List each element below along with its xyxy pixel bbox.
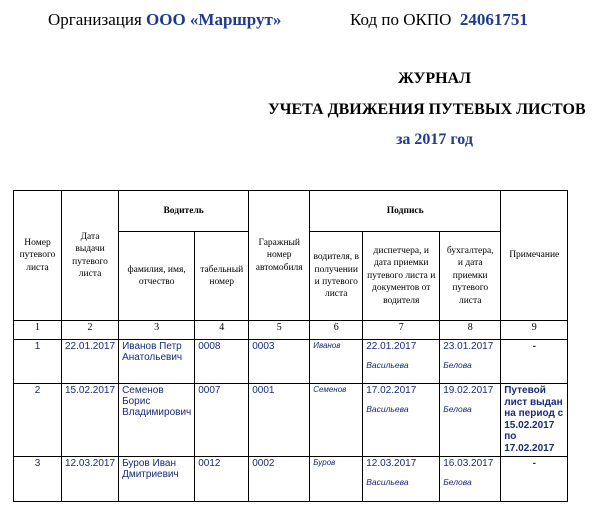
driver-name: Семенов Борис Владимирович bbox=[119, 384, 195, 457]
organization-line bbox=[48, 10, 281, 30]
dispatcher-cell bbox=[363, 340, 440, 384]
journal-year: за 2017 год bbox=[396, 131, 473, 148]
col-header-dispatcher-signature: диспетчера, и дата приемки путевого листа и документов от водителя bbox=[363, 232, 440, 321]
dispatcher-date: 17.02.2017 bbox=[366, 385, 417, 396]
dispatcher-signature: Васильева bbox=[366, 477, 409, 487]
accountant-cell bbox=[440, 340, 501, 384]
col-header-garage-number: Гаражный номер автомобиля bbox=[249, 191, 310, 321]
waybill-journal-table bbox=[13, 190, 568, 502]
col-header-personnel-number: табельный номер bbox=[195, 232, 249, 321]
accountant-signature: Белова bbox=[443, 477, 472, 487]
waybill-number: 1 bbox=[14, 340, 62, 384]
okpo-line bbox=[350, 10, 528, 30]
journal-subtitle: УЧЕТА ДВИЖЕНИЯ ПУТЕВЫХ ЛИСТОВ bbox=[268, 101, 586, 118]
garage-number: 0003 bbox=[249, 340, 310, 384]
note: Путевой лист выдан на период с 15.02.2017 по 17.02.2017 bbox=[501, 384, 568, 457]
accountant-signature: Белова bbox=[443, 404, 472, 414]
note: - bbox=[501, 340, 568, 384]
accountant-signature: Белова bbox=[443, 360, 472, 370]
driver-signature: Семенов bbox=[313, 385, 347, 394]
personnel-number: 0008 bbox=[195, 340, 249, 384]
column-number: 2 bbox=[62, 321, 119, 340]
dispatcher-cell bbox=[363, 457, 440, 502]
driver-signature-cell bbox=[310, 340, 363, 384]
col-header-issue-date: Дата выдачи путевого листа bbox=[62, 191, 119, 321]
table-row bbox=[14, 457, 568, 502]
driver-signature-cell bbox=[310, 384, 363, 457]
waybill-number: 2 bbox=[14, 384, 62, 457]
okpo-code: 24061751 bbox=[459, 10, 528, 29]
dispatcher-cell bbox=[363, 384, 440, 457]
column-number: 7 bbox=[363, 321, 440, 340]
garage-number: 0002 bbox=[249, 457, 310, 502]
col-header-driver: Водитель bbox=[119, 191, 249, 232]
okpo-label: Код по ОКПО bbox=[350, 10, 452, 29]
dispatcher-signature: Васильева bbox=[366, 360, 409, 370]
col-header-accountant-signature: бухгалтера, и дата приемки путевого листа bbox=[440, 232, 501, 321]
accountant-cell bbox=[440, 384, 501, 457]
garage-number: 0001 bbox=[249, 384, 310, 457]
dispatcher-signature: Васильева bbox=[366, 404, 409, 414]
organization-name: ООО «Маршрут» bbox=[146, 10, 282, 29]
col-header-signature: Подпись bbox=[310, 191, 501, 232]
waybill-number: 3 bbox=[14, 457, 62, 502]
dispatcher-date: 22.01.2017 bbox=[366, 341, 417, 352]
driver-signature-cell bbox=[310, 457, 363, 502]
accountant-date: 23.01.2017 bbox=[443, 341, 494, 352]
column-number: 3 bbox=[119, 321, 195, 340]
col-header-waybill-number: Номер путевого листа bbox=[14, 191, 62, 321]
driver-signature: Буров bbox=[313, 458, 336, 467]
column-number: 6 bbox=[310, 321, 363, 340]
column-number-row bbox=[14, 321, 568, 340]
dispatcher-date: 12.03.2017 bbox=[366, 458, 417, 469]
accountant-cell bbox=[440, 457, 501, 502]
table-row bbox=[14, 384, 568, 457]
driver-signature: Иванов bbox=[313, 341, 341, 350]
column-number: 1 bbox=[14, 321, 62, 340]
col-header-driver-name: фамилия, имя, отчество bbox=[119, 232, 195, 321]
personnel-number: 0012 bbox=[195, 457, 249, 502]
accountant-date: 16.03.2017 bbox=[443, 458, 494, 469]
issue-date: 15.02.2017 bbox=[62, 384, 119, 457]
column-number: 4 bbox=[195, 321, 249, 340]
issue-date: 22.01.2017 bbox=[62, 340, 119, 384]
column-number: 9 bbox=[501, 321, 568, 340]
journal-title: ЖУРНАЛ bbox=[398, 70, 472, 87]
accountant-date: 19.02.2017 bbox=[443, 385, 494, 396]
column-number: 8 bbox=[440, 321, 501, 340]
note: - bbox=[501, 457, 568, 502]
col-header-note: Примечание bbox=[501, 191, 568, 321]
column-number: 5 bbox=[249, 321, 310, 340]
driver-name: Иванов Петр Анатольевич bbox=[119, 340, 195, 384]
driver-name: Буров Иван Дмитриевич bbox=[119, 457, 195, 502]
organization-label: Организация bbox=[48, 10, 142, 29]
table-row bbox=[14, 340, 568, 384]
header-row-1 bbox=[14, 191, 568, 232]
personnel-number: 0007 bbox=[195, 384, 249, 457]
col-header-driver-signature: водителя, в получении и путевого листа bbox=[310, 232, 363, 321]
issue-date: 12.03.2017 bbox=[62, 457, 119, 502]
